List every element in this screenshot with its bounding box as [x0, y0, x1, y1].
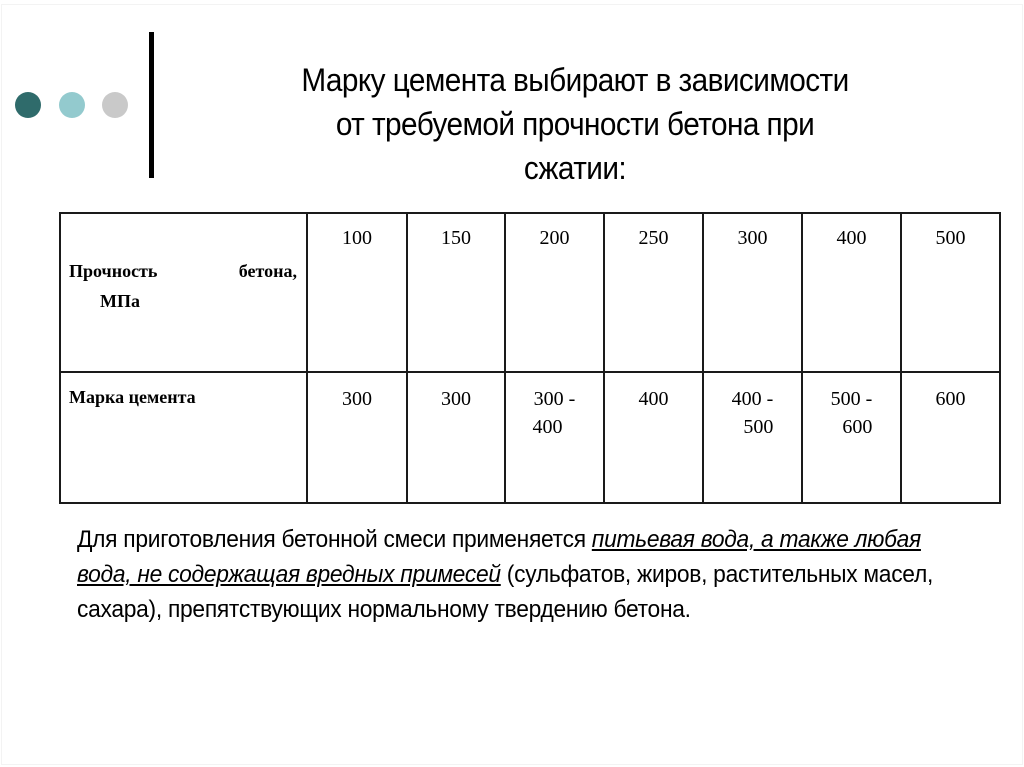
cell-value: 300 — [441, 388, 471, 410]
table-row-cement-grade — [60, 372, 1000, 503]
row-header-strength — [60, 213, 307, 372]
cell-value: 400 — [532, 416, 563, 438]
table-cell — [604, 372, 703, 503]
cell-value: 300 - — [533, 388, 576, 410]
light-teal-dot-icon — [59, 92, 85, 118]
title-line-3: сжатии: — [523, 150, 627, 186]
table-cell: 500 — [901, 213, 1000, 372]
concrete-cement-table — [59, 212, 1001, 504]
table-cell — [802, 372, 901, 503]
cell-value: 400 - — [731, 388, 774, 410]
cell-value: 500 — [743, 416, 774, 438]
table-row-strength — [60, 213, 1000, 372]
table-cell — [901, 372, 1000, 503]
table-cell: 300 — [703, 213, 802, 372]
cell-value: 600 — [842, 416, 873, 438]
paragraph-text: (сульфатов, жиров, растительных масел, сахара), препятствующих нормальному твердению бетона. — [77, 561, 934, 623]
slide-title — [250, 58, 901, 190]
table-cell: 100 — [307, 213, 407, 372]
header-text: бетона, — [238, 261, 297, 281]
header-unit: МПа — [100, 291, 140, 311]
table-cell: 400 — [802, 213, 901, 372]
cell-value: 400 — [638, 388, 669, 410]
vertical-divider-bar — [149, 32, 154, 178]
table-cell: 150 — [407, 213, 505, 372]
table-cell — [407, 372, 505, 503]
table-cell: 200 — [505, 213, 604, 372]
paragraph-text: Для приготовления бетонной смеси применяется — [77, 526, 592, 553]
title-line-1: Марку цемента выбирают в зависимости — [301, 62, 849, 98]
cell-value: 500 - — [830, 388, 873, 410]
dark-teal-dot-icon — [15, 92, 41, 118]
table-cell: 250 — [604, 213, 703, 372]
title-line-2: от требуемой прочности бетона при — [335, 106, 815, 142]
cell-value: 300 — [342, 388, 372, 410]
table-cell — [307, 372, 407, 503]
table-cell — [505, 372, 604, 503]
table-cell — [703, 372, 802, 503]
paragraph-emphasis: питьевая вода, а также любая вода, не содержащая вредных примесей — [77, 526, 921, 588]
gray-dot-icon — [102, 92, 128, 118]
cell-value: 600 — [935, 388, 966, 410]
row-header-cement-grade: Марка цемента — [60, 372, 307, 503]
header-text: Прочность — [69, 261, 158, 281]
water-requirements-paragraph — [77, 522, 951, 627]
